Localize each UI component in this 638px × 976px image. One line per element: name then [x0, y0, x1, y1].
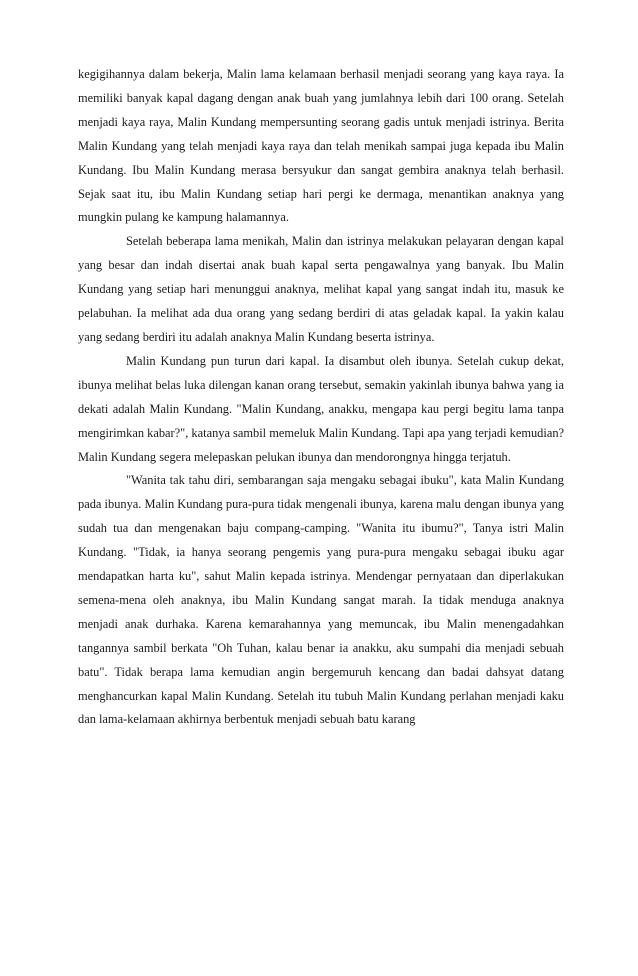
paragraph-1: kegigihannya dalam bekerja, Malin lama kelamaan berhasil menjadi seorang yang kaya raya. Ia memiliki banyak kapal dagang dengan anak buah yang jumlahnya lebih dari 100 orang. Setelah menjadi kaya raya, Malin Kundang mempersunting seorang gadis untuk menjadi istrinya. Berita Malin Kundang yang telah menjadi kaya raya dan telah menikah sampai juga kepada ibu Malin Kundang. Ibu Malin Kundang merasa bersyukur dan sangat gembira anaknya telah berhasil. Sejak saat itu, ibu Malin Kundang setiap hari pergi ke dermaga, menantikan anaknya yang mungkin pulang ke kampung halamannya.: [78, 67, 564, 225]
paragraph-2: Setelah beberapa lama menikah, Malin dan istrinya melakukan pelayaran dengan kapal yang besar dan indah disertai anak buah kapal serta pengawalnya yang banyak. Ibu Malin Kundang yang setiap hari menunggui anaknya, melihat kapal yang sangat indah itu, masuk ke pelabuhan. Ia melihat ada dua orang yang sedang berdiri di atas geladak kapal. Ia yakin kalau yang sedang berdiri itu adalah anaknya Malin Kundang beserta istrinya.: [78, 234, 564, 344]
story-text-body: [78, 63, 564, 732]
paragraph-3: Malin Kundang pun turun dari kapal. Ia disambut oleh ibunya. Setelah cukup dekat, ibunya melihat belas luka dilengan kanan orang tersebut, semakin yakinlah ibunya bahwa yang ia dekati adalah Malin Kundang. "Malin Kundang, anakku, mengapa kau pergi begitu lama tanpa mengirimkan kabar?", katanya sambil memeluk Malin Kundang. Tapi apa yang terjadi kemudian? Malin Kundang segera melepaskan pelukan ibunya dan mendorongnya hingga terjatuh.: [78, 353, 565, 464]
paragraph-4: "Wanita tak tahu diri, sembarangan saja mengaku sebagai ibuku", kata Malin Kundang pada ibunya. Malin Kundang pura-pura tidak mengenali ibunya, karena malu dengan ibunya yang sudah tua dan mengenakan baju compang-camping. "Wanita itu ibumu?", Tanya istri Malin Kundang. "Tidak, ia hanya seorang pengemis yang pura-pura mengaku sebagai ibuku agar mendapatkan harta ku", sahut Malin kepada istrinya. Mendengar pernyataan dan diperlakukan semena-mena oleh anaknya, ibu Malin Kundang sangat marah. Ia tidak menduga anaknya menjadi anak durhaka. Karena kemarahannya yang memuncak, ibu Malin menengadahkan tangannya sambil berkata "Oh Tuhan, kalau benar ia anakku, aku sumpahi dia menjadi sebuah batu". Tidak berapa lama kemudian angin bergemuruh kencang dan badai dahsyat datang menghancurkan kapal Malin Kundang. Setelah itu tubuh Malin Kundang perlahan menjadi kaku dan lama-kelamaan akhirnya berbentuk menjadi sebuah batu karang: [78, 473, 564, 727]
